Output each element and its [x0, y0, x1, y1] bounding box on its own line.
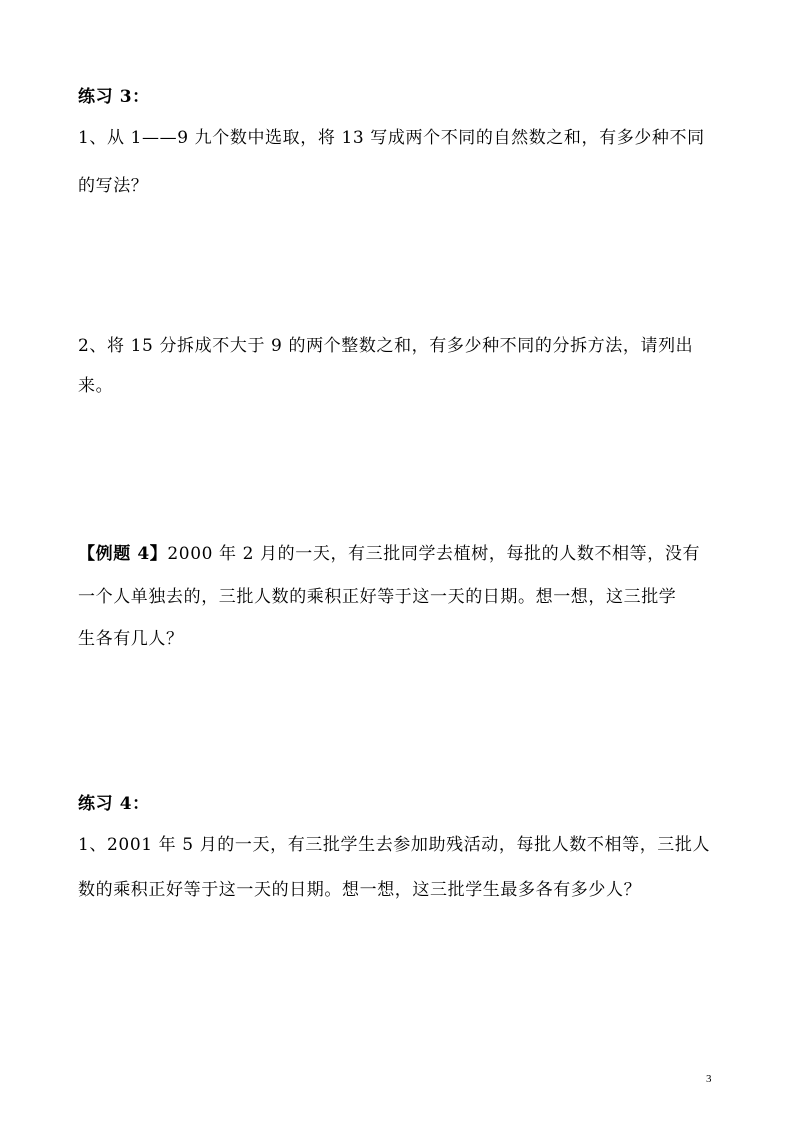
practice-3-question-1-line-1: 1、从 1——9 九个数中选取，将 13 写成两个不同的自然数之和，有多少种不同 [78, 128, 705, 148]
practice-3-question-1-line-2: 的写法？ [78, 176, 149, 196]
practice-3-heading: 练习 3： [78, 87, 150, 107]
practice-4-heading: 练习 4： [78, 794, 150, 814]
example-4-line-1 [78, 543, 728, 565]
practice-4-question-1-line-2: 数的乘积正好等于这一天的日期。想一想，这三批学生最多各有多少人？ [78, 880, 642, 900]
example-4-line-2: 一个人单独去的，三批人数的乘积正好等于这一天的日期。想一想，这三批学 [78, 587, 677, 607]
example-4-text-line-1: 2000 年 2 月的一天，有三批同学去植树，每批的人数不相等，没有 [167, 544, 701, 564]
page-number: 3 [706, 1073, 712, 1085]
example-4-line-3: 生各有几人？ [78, 629, 184, 649]
practice-4-question-1-line-1: 1、2001 年 5 月的一天，有三批学生去参加助残活动，每批人数不相等，三批人 [78, 835, 711, 855]
practice-3-question-2-line-1: 2、将 15 分拆成不大于 9 的两个整数之和，有多少种不同的分拆方法，请列出 [78, 336, 694, 356]
example-4-label: 【例题 4】 [78, 544, 168, 564]
practice-3-question-2-line-2: 来。 [78, 376, 114, 396]
